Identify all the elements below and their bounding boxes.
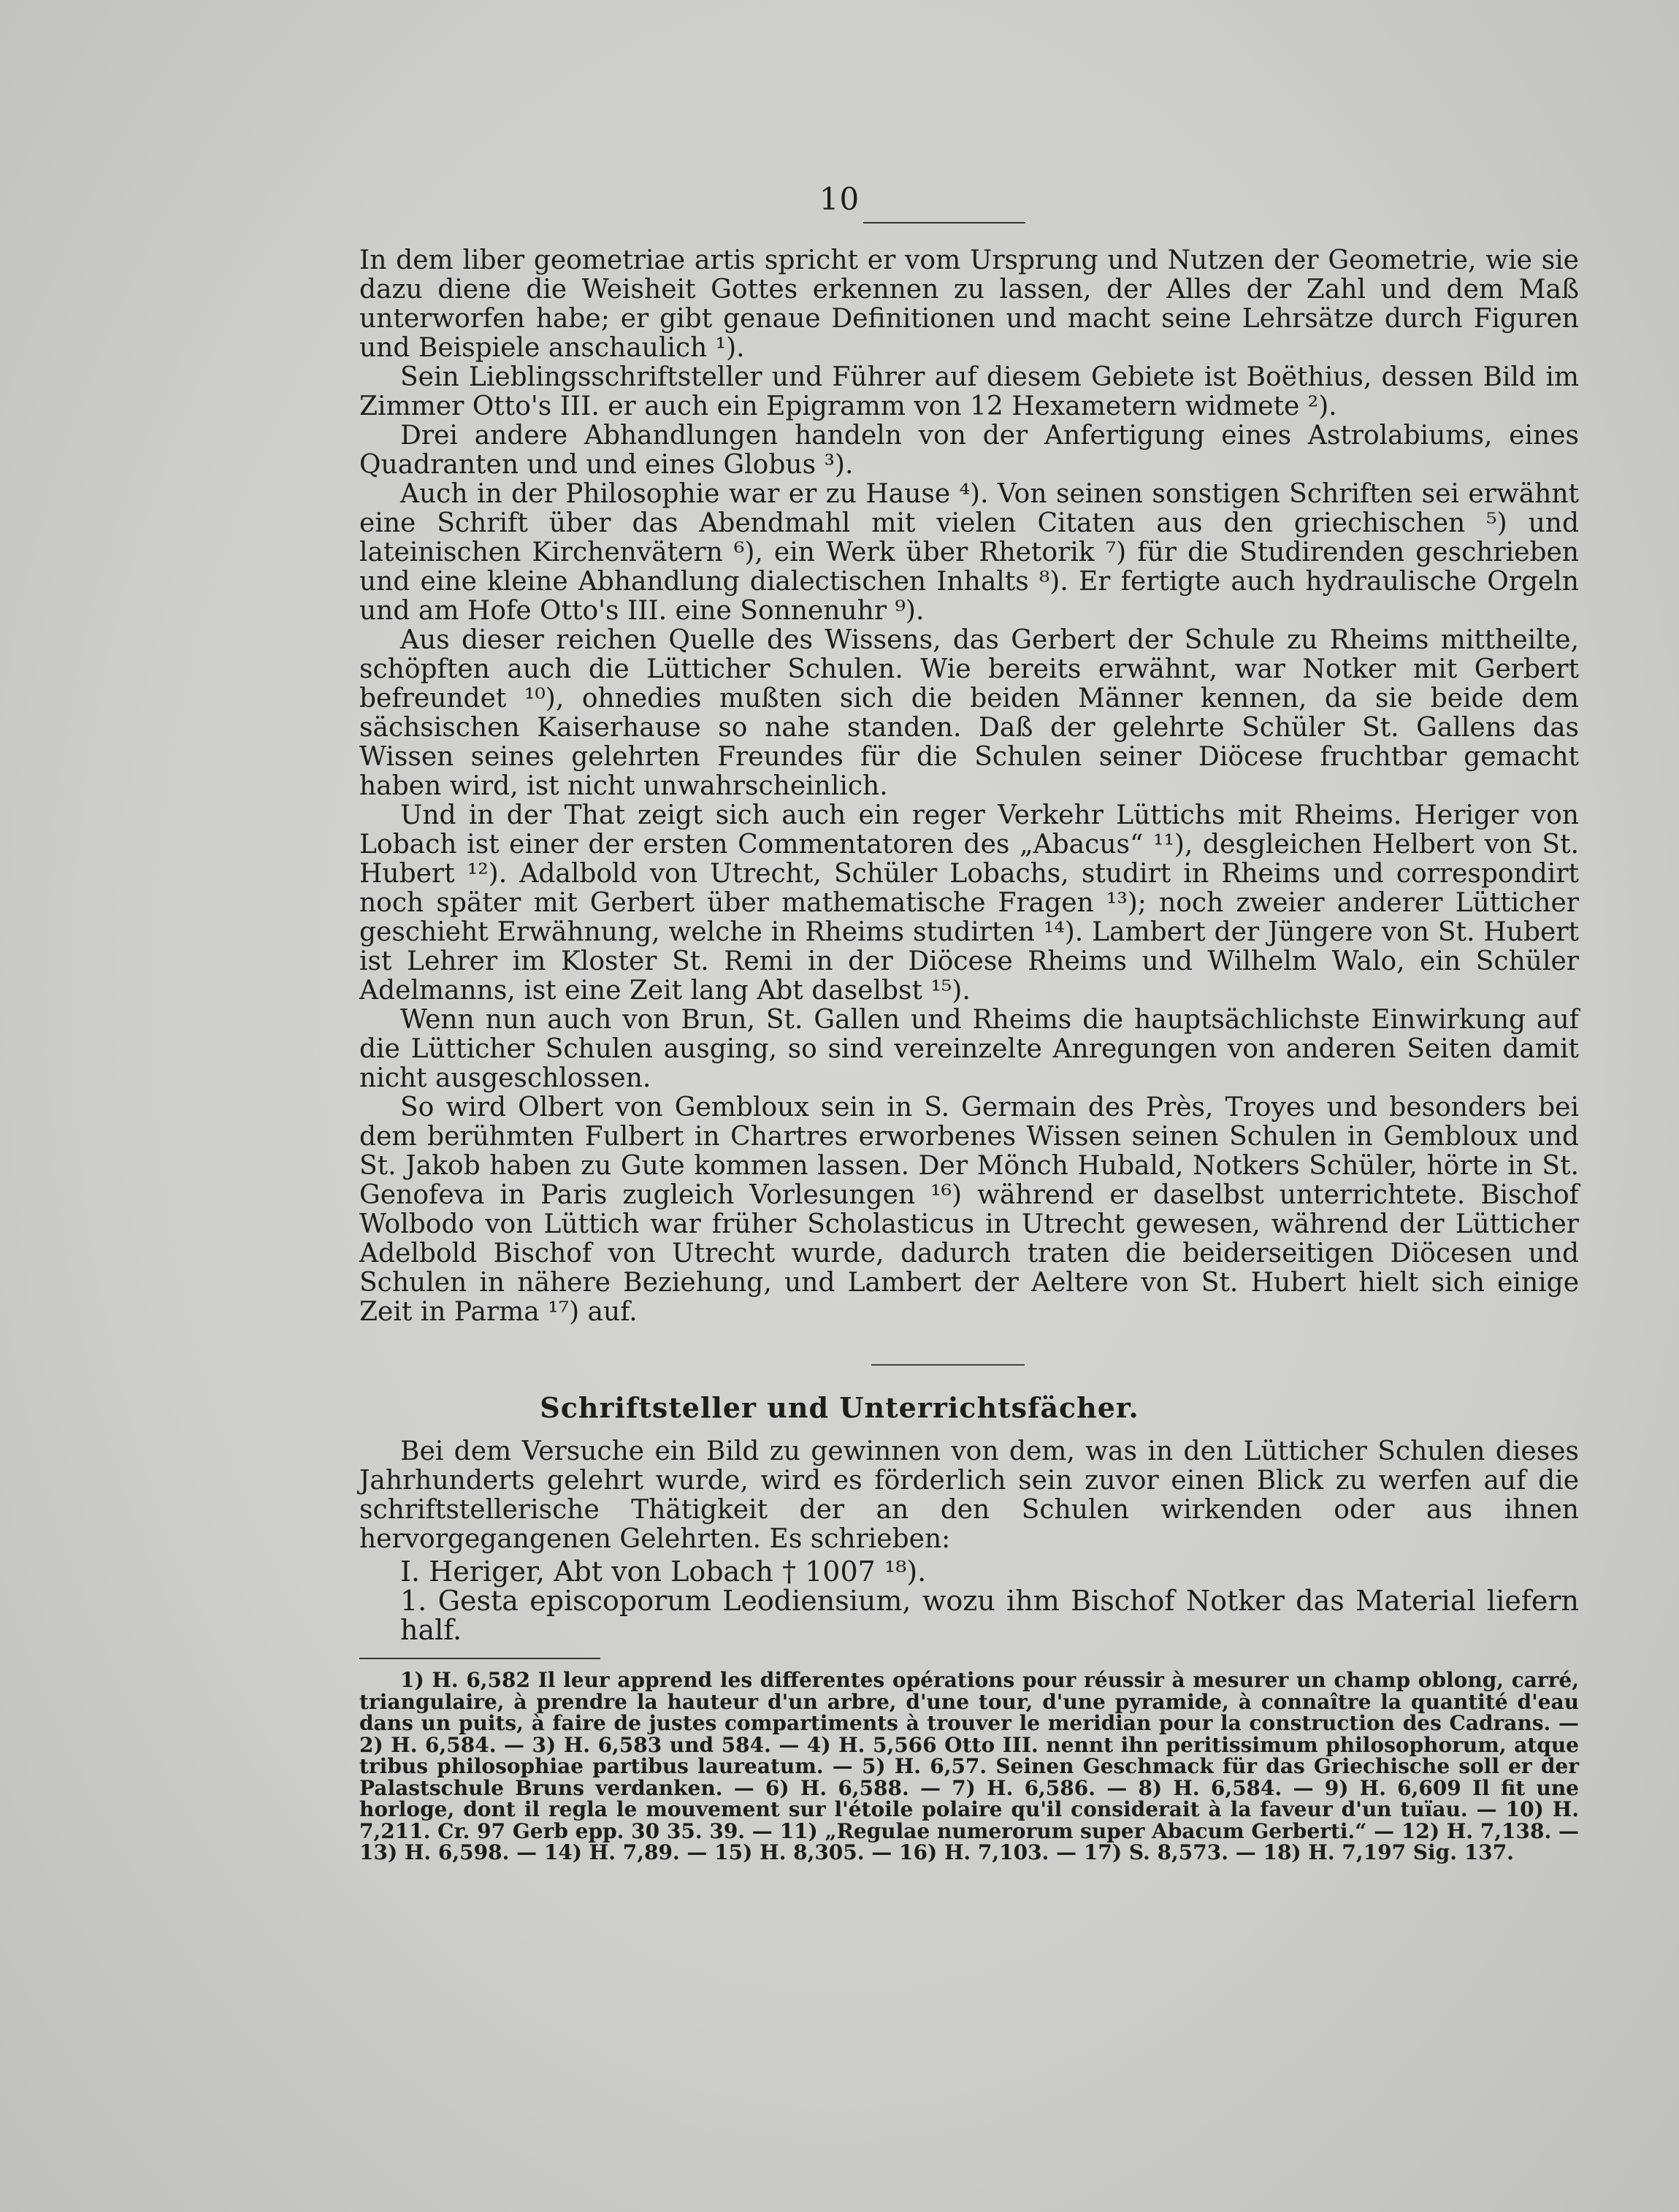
list-item: 1. Gesta episcoporum Leodiensium, wozu ihm Bischof Notker das Material liefern half. <box>400 1585 1579 1646</box>
paragraph: In dem liber geometriae artis spricht er vom Ursprung und Nutzen der Geometrie, wie sie dazu diene die Weisheit Gottes erkennen zu lassen, der Alles der Zahl und dem Maß unterworfen habe; er gibt genaue Definitionen und macht seine Lehrsätze durch Figuren und Beispiele anschaulich ¹). <box>359 245 1579 363</box>
page-number: 10 <box>819 181 860 217</box>
paragraph: Drei andere Abhandlungen handeln von der Anfertigung eines Astrolabiums, eines Quadranten und und eines Globus ³). <box>359 421 1579 480</box>
footnote-text: 1) H. 6,582 Il leur apprend les differentes opérations pour réussir à mesurer un champ oblong, carré, triangulaire, à prendre la hauteur d'un arbre, d'une tour, d'une pyramide, à connaître la quantité d'eau dans un puits, à faire de justes compartiments à trouver le meridian pour la construction des Cadrans. — 2) H. 6,584. — 3) H. 6,583 und 584. — 4) H. 5,566 Otto III. nennt ihn peritissimum philosophorum, atque tribus philosophiae partibus laureatum. — 5) H. 6,57. Seinen Geschmack für das Griechische soll er der Palastschule Bruns verdanken. — 6) H. 6,588. — 7) H. 6,586. — 8) H. 6,584. — 9) H. 6,609 Il fit une horloge, dont il regla le mouvement sur l'étoile polaire qu'il considerait à la faveur d'un tuïau. — 10) H. 7,211. Cr. 97 Gerb epp. 30 35. 39. — 11) „Regulae numerorum super Abacum Gerberti.“ — 12) H. 7,138. — 13) H. 6,598. — 14) H. 7,89. — 15) H. 8,305. — 16) H. 7,103. — 17) S. 8,573. — 18) H. 7,197 Sig. 137. <box>359 1668 1579 1864</box>
paragraph: Wenn nun auch von Brun, St. Gallen und Rheims die hauptsächlichste Einwirkung auf die Lütticher Schulen ausging, so sind vereinzelte Anregungen von anderen Seiten damit nicht ausgeschlossen. <box>359 1005 1579 1093</box>
main-text <box>359 246 1579 1327</box>
section-divider <box>871 1364 1025 1366</box>
paragraph: Und in der That zeigt sich auch ein reger Verkehr Lüttichs mit Rheims. Heriger von Lobach ist einer der ersten Commentatoren des „Abacus“ ¹¹), desgleichen Helbert von St. Hubert ¹²). Adalbold von Utrecht, Schüler Lobachs, studirt in Rheims und correspondirt noch später mit Gerbert über mathematische Fragen ¹³); noch zweier anderer Lütticher geschieht Erwähnung, welche in Rheims studirten ¹⁴). Lambert der Jüngere von St. Hubert ist Lehrer im Kloster St. Remi in der Diöcese Rheims und Wilhelm Walo, ein Schüler Adelmanns, ist eine Zeit lang Abt daselbst ¹⁵). <box>359 800 1579 1006</box>
section-heading: Schriftsteller und Unterrichtsfächer. <box>540 1391 1139 1424</box>
list-heading: I. Heriger, Abt von Lobach † 1007 ¹⁸). <box>400 1555 927 1588</box>
paragraph: Sein Lieblingsschriftsteller und Führer auf diesem Gebiete ist Boëthius, dessen Bild im Zimmer Otto's III. er auch ein Epigramm von 12 Hexametern widmete ²). <box>359 362 1579 421</box>
paragraph: Aus dieser reichen Quelle des Wissens, das Gerbert der Schule zu Rheims mittheilte, schöpften auch die Lütticher Schulen. Wie bereits erwähnt, war Notker mit Gerbert befreundet ¹⁰), ohnedies mußten sich die beiden Männer kennen, da sie beide dem sächsischen Kaiserhause so nahe standen. Daß der gelehrte Schüler St. Gallens das Wissen seines gelehrten Freundes für die Schulen seiner Diöcese fruchtbar gemacht haben wird, ist nicht unwahrscheinlich. <box>359 625 1579 801</box>
paragraph: So wird Olbert von Gembloux sein in S. Germain des Près, Troyes und besonders bei dem berühmten Fulbert in Chartres erworbenes Wissen seinen Schulen in Gembloux und St. Jakob haben zu Gute kommen lassen. Der Mönch Hubald, Notkers Schüler, hörte in St. Genofeva in Paris zugleich Vorlesungen ¹⁶) während er daselbst unterrichtete. Bischof Wolbodo von Lüttich war früher Scholasticus in Utrecht gewesen, während der Lütticher Adelbold Bischof von Utrecht wurde, dadurch traten die beiderseitigen Diöcesen und Schulen in nähere Beziehung, und Lambert der Aeltere von St. Hubert hielt sich einige Zeit in Parma ¹⁷) auf. <box>359 1092 1579 1327</box>
section-text <box>359 1437 1579 1645</box>
footnotes <box>359 1669 1579 1864</box>
footnote-rule <box>359 1658 600 1659</box>
header-rule <box>863 222 1025 223</box>
section-intro: Bei dem Versuche ein Bild zu gewinnen von dem, was in den Lütticher Schulen dieses Jahrhunderts gelehrt wurde, wird es förderlich sein zuvor einen Blick zu werfen auf die schriftstellerische Thätigkeit der an den Schulen wirkenden oder aus ihnen hervorgegangenen Gelehrten. Es schrieben: <box>359 1436 1579 1554</box>
paragraph: Auch in der Philosophie war er zu Hause ⁴). Von seinen sonstigen Schriften sei erwähnt eine Schrift über das Abendmahl mit vielen Citaten aus den griechischen ⁵) und lateinischen Kirchenvätern ⁶), ein Werk über Rhetorik ⁷) für die Studirenden geschrieben und eine kleine Abhandlung dialectischen Inhalts ⁸). Er fertigte auch hydraulische Orgeln und am Hofe Otto's III. eine Sonnenuhr ⁹). <box>359 479 1579 626</box>
